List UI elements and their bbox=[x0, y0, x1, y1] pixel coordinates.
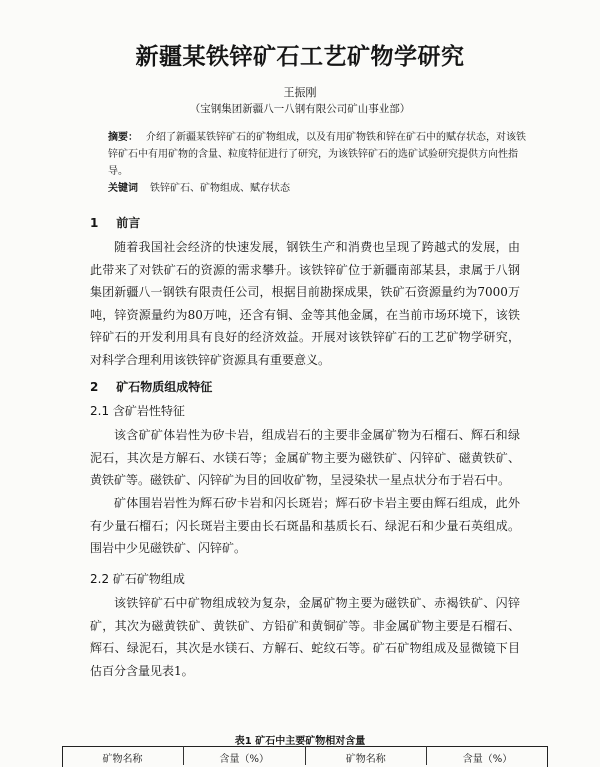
subsection-number: 2.1 bbox=[90, 404, 110, 418]
table-header-row bbox=[62, 747, 548, 766]
paragraph: 矿体围岩岩性为辉石矽卡岩和闪长斑岩；辉石矽卡岩主要由辉石组成，此外有少量石榴石；闪长斑岩主要由长石斑晶和基质长石、绿泥石和少量石英组成。围岩中少见磁铁矿、闪锌矿。 bbox=[90, 496, 520, 555]
table-header-cell: 矿物名称 bbox=[102, 754, 143, 765]
table-caption: 表1 矿石中主要矿物相对含量 bbox=[234, 736, 366, 747]
section-heading-1 bbox=[90, 214, 140, 231]
mineral-table bbox=[62, 746, 548, 765]
table-header-cell: 含量（%） bbox=[184, 747, 306, 766]
table-header-cell: 含量（%） bbox=[427, 747, 549, 766]
abstract-text: 介绍了新疆某铁锌矿石的矿物组成，以及有用矿物铁和锌在矿石中的赋存状态，对该铁锌矿石中有用矿物的含量、粒度特征进行了研究，为该铁锌矿石的选矿试验研究提供方向性指导。 bbox=[108, 132, 526, 177]
section-title: 前言 bbox=[116, 216, 141, 230]
keywords-label: 关键词 bbox=[108, 183, 138, 194]
author: 王振刚 bbox=[283, 86, 317, 99]
subsection-heading-2-2 bbox=[90, 570, 185, 587]
paragraph: 该铁锌矿石中矿物组成较为复杂，金属矿物主要为磁铁矿、赤褐铁矿、闪锌矿，其次为磁黄铁矿、黄铁矿、方铅矿和黄铜矿等。非金属矿物主要是石榴石、辉石、绿泥石，其次是水镁石、方解石、蛇纹石等。矿石矿物组成及显微镜下目估百分含量见表1。 bbox=[90, 596, 520, 678]
affiliation: （宝钢集团新疆八一八钢有限公司矿山事业部） bbox=[189, 103, 411, 115]
paragraph: 随着我国社会经济的快速发展，钢铁生产和消费也呈现了跨越式的发展，由此带来了对铁矿石的资源的需求攀升。该铁锌矿位于新疆南部某县，隶属于八钢集团新疆八一钢铁有限责任公司，根据目前勘探成果，铁矿石资源量约为7000万吨，锌资源量约为80万吨，还含有铜、金等其他金属，在当前市场环境下，该铁锌矿石的开发利用具有良好的经济效益。开展对该铁锌矿石的工艺矿物学研究，对科学合理利用该铁锌矿资源具有重要意义。 bbox=[90, 240, 520, 367]
subsection-number: 2.2 bbox=[90, 572, 110, 586]
section-number: 2 bbox=[90, 380, 99, 394]
abstract bbox=[108, 129, 528, 180]
subsection-title: 矿石矿物组成 bbox=[112, 572, 185, 586]
keywords bbox=[108, 179, 290, 194]
section-heading-2 bbox=[90, 378, 212, 395]
keywords-text: 铁锌矿石、矿物组成、赋存状态 bbox=[150, 183, 290, 194]
paragraph: 该含矿矿体岩性为矽卡岩，组成岩石的主要非金属矿物为石榴石、辉石和绿泥石，其次是方解石、水镁石等；金属矿物主要为磁铁矿、闪锌矿、磁黄铁矿、黄铁矿等。磁铁矿、闪锌矿为目的回收矿物，呈浸染状一星点状分布于岩石中。 bbox=[90, 428, 520, 487]
subsection-heading-2-1 bbox=[90, 402, 185, 419]
abstract-label: 摘要： bbox=[108, 132, 138, 143]
section-title: 矿石物质组成特征 bbox=[116, 380, 213, 394]
subsection-title: 含矿岩性特征 bbox=[112, 404, 185, 418]
section-number: 1 bbox=[90, 216, 99, 230]
paper-title: 新疆某铁锌矿石工艺矿物学研究 bbox=[135, 44, 465, 70]
table-header-cell: 矿物名称 bbox=[305, 747, 427, 766]
